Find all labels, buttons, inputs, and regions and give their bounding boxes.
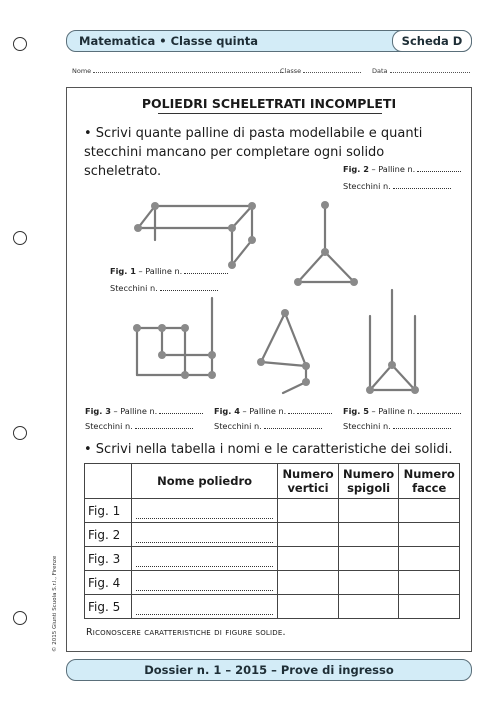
instruction-2: • Scrivi nella tabella i nomi e le caratteristiche dei solidi. — [84, 442, 453, 457]
nome-cell[interactable] — [131, 595, 277, 619]
row-label: Fig. 1 — [85, 499, 132, 523]
table-header-spigoli: Numero spigoli — [338, 464, 399, 499]
row-label: Fig. 5 — [85, 595, 132, 619]
copyright-notice: © 2015 Giunti Scuola S.r.l., Firenze — [52, 555, 58, 652]
fig-2-palline: Fig. 2 – Palline n. — [343, 164, 461, 174]
table-header-nome: Nome poliedro — [131, 464, 277, 499]
row-label: Fig. 3 — [85, 547, 132, 571]
spigoli-cell[interactable] — [338, 571, 399, 595]
row-label: Fig. 2 — [85, 523, 132, 547]
vertici-cell[interactable] — [278, 595, 339, 619]
classe-label: Classe — [280, 67, 302, 75]
table-header-row — [85, 464, 460, 499]
figure-3-drawing — [137, 298, 212, 375]
figure-4-drawing — [261, 313, 306, 393]
vertici-cell[interactable] — [278, 571, 339, 595]
fig-5-stecchini: Stecchini n. — [343, 421, 451, 431]
spigoli-cell[interactable] — [338, 523, 399, 547]
facce-cell[interactable] — [399, 523, 460, 547]
fig-3-palline: Fig. 3 – Palline n. — [85, 406, 203, 416]
figure-2-drawing — [298, 205, 354, 282]
facce-cell[interactable] — [399, 595, 460, 619]
vertici-cell[interactable] — [278, 547, 339, 571]
table-header-facce: Numero facce — [399, 464, 460, 499]
nome-cell[interactable] — [131, 547, 277, 571]
vertici-cell[interactable] — [278, 499, 339, 523]
table-header-empty — [85, 464, 132, 499]
vertici-cell[interactable] — [278, 523, 339, 547]
nome-label: Nome — [72, 67, 92, 75]
solids-table — [84, 463, 460, 619]
nome-cell[interactable] — [131, 523, 277, 547]
facce-cell[interactable] — [399, 547, 460, 571]
footer-bar: Dossier n. 1 – 2015 – Prove di ingresso — [66, 659, 472, 681]
spigoli-cell[interactable] — [338, 547, 399, 571]
fig-4-stecchini: Stecchini n. — [214, 421, 322, 431]
figure-5-drawing — [370, 290, 415, 390]
fig-1-stecchini: Stecchini n. — [110, 283, 218, 293]
facce-cell[interactable] — [399, 571, 460, 595]
data-label: Data — [372, 67, 388, 75]
fig-3-stecchini: Stecchini n. — [85, 421, 193, 431]
row-label: Fig. 4 — [85, 571, 132, 595]
spigoli-cell[interactable] — [338, 499, 399, 523]
instruction-1: • Scrivi quante palline di pasta modellabile e quanti stecchini mancano per completare ogni solido scheletrato. — [84, 126, 423, 179]
fig-5-palline: Fig. 5 – Palline n. — [343, 406, 461, 416]
facce-cell[interactable] — [399, 499, 460, 523]
figure-1-drawing — [138, 206, 252, 265]
nome-cell[interactable] — [131, 571, 277, 595]
spigoli-cell[interactable] — [338, 595, 399, 619]
fig-1-palline: Fig. 1 – Palline n. — [110, 266, 228, 276]
table-row — [85, 547, 460, 571]
table-row — [85, 499, 460, 523]
header-title: Matematica • Classe quinta — [79, 34, 259, 48]
table-row — [85, 523, 460, 547]
nome-cell[interactable] — [131, 499, 277, 523]
table-header-vertici: Numero vertici — [278, 464, 339, 499]
fig-4-palline: Fig. 4 – Palline n. — [214, 406, 332, 416]
learning-objective: Riconoscere caratteristiche di figure solide. — [86, 627, 286, 638]
table-row — [85, 571, 460, 595]
fig-2-stecchini: Stecchini n. — [343, 181, 451, 191]
scheda-label: Scheda D — [392, 30, 472, 52]
page-title: POLIEDRI SCHELETRATI INCOMPLETI — [141, 96, 397, 111]
table-row — [85, 595, 460, 619]
